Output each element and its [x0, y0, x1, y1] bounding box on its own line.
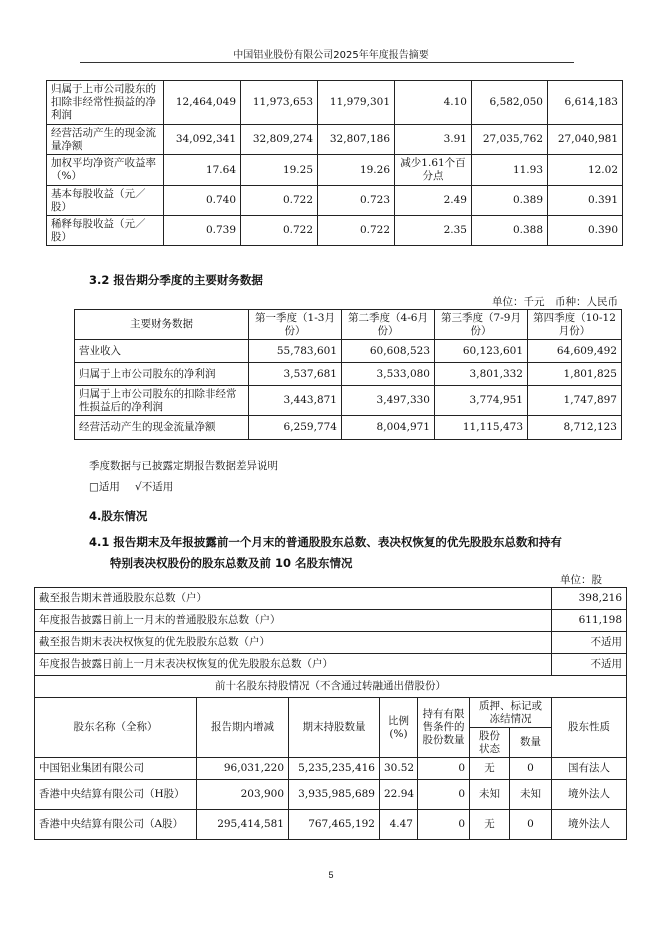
summary-label: 年度报告披露日前上一月末的普通股股东总数（户） [35, 610, 552, 632]
table-header-row [75, 310, 622, 340]
quarterly-table [74, 309, 622, 440]
cell: 3,801,332 [435, 363, 528, 386]
cell: 0.389 [472, 186, 548, 216]
cell: 34,092,341 [164, 125, 241, 155]
table-row [35, 810, 627, 840]
cell: 3,935,985,689 [289, 780, 380, 810]
cell: 11.93 [472, 155, 548, 186]
table-row [75, 340, 622, 363]
cell: 0 [510, 810, 552, 840]
row-label: 经营活动产生的现金流量净额 [47, 125, 164, 155]
row-label: 经营活动产生的现金流量净额 [75, 416, 249, 440]
cell: 203,900 [197, 780, 289, 810]
cell: 无 [470, 758, 510, 780]
summary-row [35, 588, 627, 610]
cell: 1,801,825 [528, 363, 622, 386]
top10-title-row [35, 676, 627, 698]
table-row [47, 81, 623, 125]
table-row [47, 186, 623, 216]
cell: 11,979,301 [318, 81, 395, 125]
cell: 0.723 [318, 186, 395, 216]
cell: 3,774,951 [435, 386, 528, 416]
summary-row [35, 632, 627, 654]
cell: 6,259,774 [249, 416, 342, 440]
cell: 12,464,049 [164, 81, 241, 125]
column-header: 第二季度（4-6月份） [342, 310, 435, 340]
cell: 295,414,581 [197, 810, 289, 840]
column-header: 第一季度（1-3月份） [249, 310, 342, 340]
cell: 国有法人 [552, 758, 627, 780]
cell: 55,783,601 [249, 340, 342, 363]
table-row [75, 386, 622, 416]
summary-value: 不适用 [552, 654, 627, 676]
option-applicable: □适用 [89, 481, 120, 493]
cell: 60,123,601 [435, 340, 528, 363]
column-header: 主要财务数据 [75, 310, 249, 340]
cell: 2.35 [395, 216, 472, 246]
shareholder-name: 香港中央结算有限公司（A股） [35, 810, 197, 840]
column-header: 第四季度（10-12月份） [528, 310, 622, 340]
option-not-applicable: √不适用 [135, 481, 174, 493]
table-row [47, 216, 623, 246]
section-4-title: 4.股东情况 [89, 509, 148, 523]
column-header: 数量 [510, 728, 552, 758]
cell: 无 [470, 810, 510, 840]
page-number: 5 [328, 870, 334, 880]
table-row [75, 363, 622, 386]
cell: 减少1.61个百分点 [395, 155, 472, 186]
cell: 1,747,897 [528, 386, 622, 416]
cell: 30.52 [380, 758, 418, 780]
cell: 6,614,183 [548, 81, 623, 125]
cell: 5,235,235,416 [289, 758, 380, 780]
summary-label: 年度报告披露日前上一月末表决权恢复的优先股股东总数（户） [35, 654, 552, 676]
cell: 64,609,492 [528, 340, 622, 363]
section-3-2-title: 3.2 报告期分季度的主要财务数据 [89, 273, 263, 287]
unit-label-shares: 单位：股 [560, 574, 602, 586]
table-row [47, 125, 623, 155]
unit-label: 单位：千元 币种：人民币 [492, 296, 618, 308]
cell: 0 [418, 758, 470, 780]
cell: 3,443,871 [249, 386, 342, 416]
cell: 3,533,080 [342, 363, 435, 386]
summary-value: 398,216 [552, 588, 627, 610]
table-row [35, 780, 627, 810]
column-header: 期末持股数量 [289, 698, 380, 758]
cell: 2.49 [395, 186, 472, 216]
cell: 11,115,473 [435, 416, 528, 440]
cell: 0 [510, 758, 552, 780]
cell: 767,465,192 [289, 810, 380, 840]
cell: 22.94 [380, 780, 418, 810]
cell: 32,809,274 [241, 125, 318, 155]
row-label: 基本每股收益（元／股） [47, 186, 164, 216]
summary-label: 截至报告期末表决权恢复的优先股股东总数（户） [35, 632, 552, 654]
cell: 96,031,220 [197, 758, 289, 780]
cell: 0 [418, 780, 470, 810]
cell: 0.722 [318, 216, 395, 246]
cell: 未知 [510, 780, 552, 810]
column-header: 报告期内增减 [197, 698, 289, 758]
summary-value: 不适用 [552, 632, 627, 654]
summary-label: 截至报告期末普通股股东总数（户） [35, 588, 552, 610]
summary-row [35, 610, 627, 632]
cell: 19.26 [318, 155, 395, 186]
cell: 0.722 [241, 216, 318, 246]
column-header: 第三季度（7-9月份） [435, 310, 528, 340]
cell: 0 [418, 810, 470, 840]
table-row [75, 416, 622, 440]
cell: 0.739 [164, 216, 241, 246]
cell: 27,040,981 [548, 125, 623, 155]
column-header: 持有有限售条件的股份数量 [418, 698, 470, 758]
cell: 27,035,762 [472, 125, 548, 155]
column-header: 质押、标记或冻结情况 [470, 698, 552, 728]
section-4-1-title-line1: 4.1 报告期末及年报披露前一个月末的普通股股东总数、表决权恢复的优先股股东总数和持有 [89, 535, 562, 549]
cell: 8,004,971 [342, 416, 435, 440]
row-label: 归属于上市公司股东的扣除非经常性损益的净利润 [47, 81, 164, 125]
cell: 17.64 [164, 155, 241, 186]
row-label: 稀释每股收益（元／股） [47, 216, 164, 246]
page-header: 中国铝业股份有限公司2025年年度报告摘要 [233, 50, 429, 61]
cell: 境外法人 [552, 780, 627, 810]
header-divider [80, 62, 574, 63]
diff-note: 季度数据与已披露定期报告数据差异说明 [89, 460, 278, 472]
cell: 19.25 [241, 155, 318, 186]
cell: 4.10 [395, 81, 472, 125]
section-4-1-title-line2: 特别表决权股份的股东总数及前 10 名股东情况 [110, 556, 353, 570]
shareholder-name: 中国铝业集团有限公司 [35, 758, 197, 780]
key-data-table [46, 80, 623, 246]
cell: 32,807,186 [318, 125, 395, 155]
row-label: 归属于上市公司股东的扣除非经常性损益后的净利润 [75, 386, 249, 416]
row-label: 加权平均净资产收益率（%） [47, 155, 164, 186]
column-header: 股份状态 [470, 728, 510, 758]
cell: 3,537,681 [249, 363, 342, 386]
cell: 4.47 [380, 810, 418, 840]
cell: 8,712,123 [528, 416, 622, 440]
cell: 11,973,653 [241, 81, 318, 125]
cell: 0.388 [472, 216, 548, 246]
row-label: 归属于上市公司股东的净利润 [75, 363, 249, 386]
cell: 12.02 [548, 155, 623, 186]
top10-title: 前十名股东持股情况（不含通过转融通出借股份） [35, 676, 627, 698]
column-header: 股东性质 [552, 698, 627, 758]
shareholder-table [34, 587, 627, 840]
summary-value: 611,198 [552, 610, 627, 632]
shareholder-name: 香港中央结算有限公司（H股） [35, 780, 197, 810]
cell: 0.391 [548, 186, 623, 216]
row-label: 营业收入 [75, 340, 249, 363]
cell: 3,497,330 [342, 386, 435, 416]
cell: 60,608,523 [342, 340, 435, 363]
cell: 3.91 [395, 125, 472, 155]
cell: 6,582,050 [472, 81, 548, 125]
table-header-row [35, 698, 627, 728]
table-row [35, 758, 627, 780]
summary-row [35, 654, 627, 676]
cell: 未知 [470, 780, 510, 810]
cell: 0.722 [241, 186, 318, 216]
cell: 境外法人 [552, 810, 627, 840]
column-header: 比例(%) [380, 698, 418, 758]
cell: 0.390 [548, 216, 623, 246]
cell: 0.740 [164, 186, 241, 216]
table-row [47, 155, 623, 186]
column-header: 股东名称（全称） [35, 698, 197, 758]
